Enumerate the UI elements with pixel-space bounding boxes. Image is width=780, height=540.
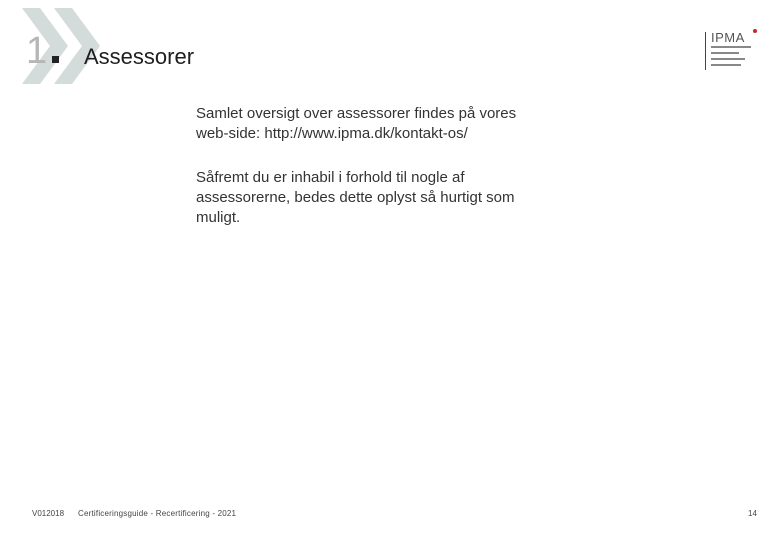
paragraph-line: muligt. xyxy=(196,209,241,226)
ipma-logo xyxy=(705,30,767,72)
section-number: 1 xyxy=(26,30,48,72)
slide-title: Assessorer xyxy=(84,44,195,69)
paragraph-line: Såfremt du er inhabil i forhold til nogle af xyxy=(196,169,465,186)
paragraph-conflict-notice xyxy=(196,168,556,228)
paragraph-line-link[interactable]: web-side: http://www.ipma.dk/kontakt-os/ xyxy=(196,125,468,142)
footer-page-number: 14 xyxy=(748,509,757,518)
logo-divider xyxy=(705,32,706,70)
logo-text: IPMA xyxy=(711,30,745,45)
section-dot xyxy=(52,56,59,63)
footer-document-title: Certificeringsguide - Recertificering - 2021 xyxy=(78,509,237,518)
paragraph-assessor-overview xyxy=(196,104,556,144)
paragraph-line: assessorerne, bedes dette oplyst så hurtigt som xyxy=(196,189,515,206)
logo-tagline-graphic xyxy=(711,46,751,70)
paragraph-line: Samlet oversigt over assessorer findes på vores xyxy=(196,105,517,122)
footer-version: V012018 xyxy=(32,509,65,518)
logo-registered-mark-icon xyxy=(753,29,757,33)
